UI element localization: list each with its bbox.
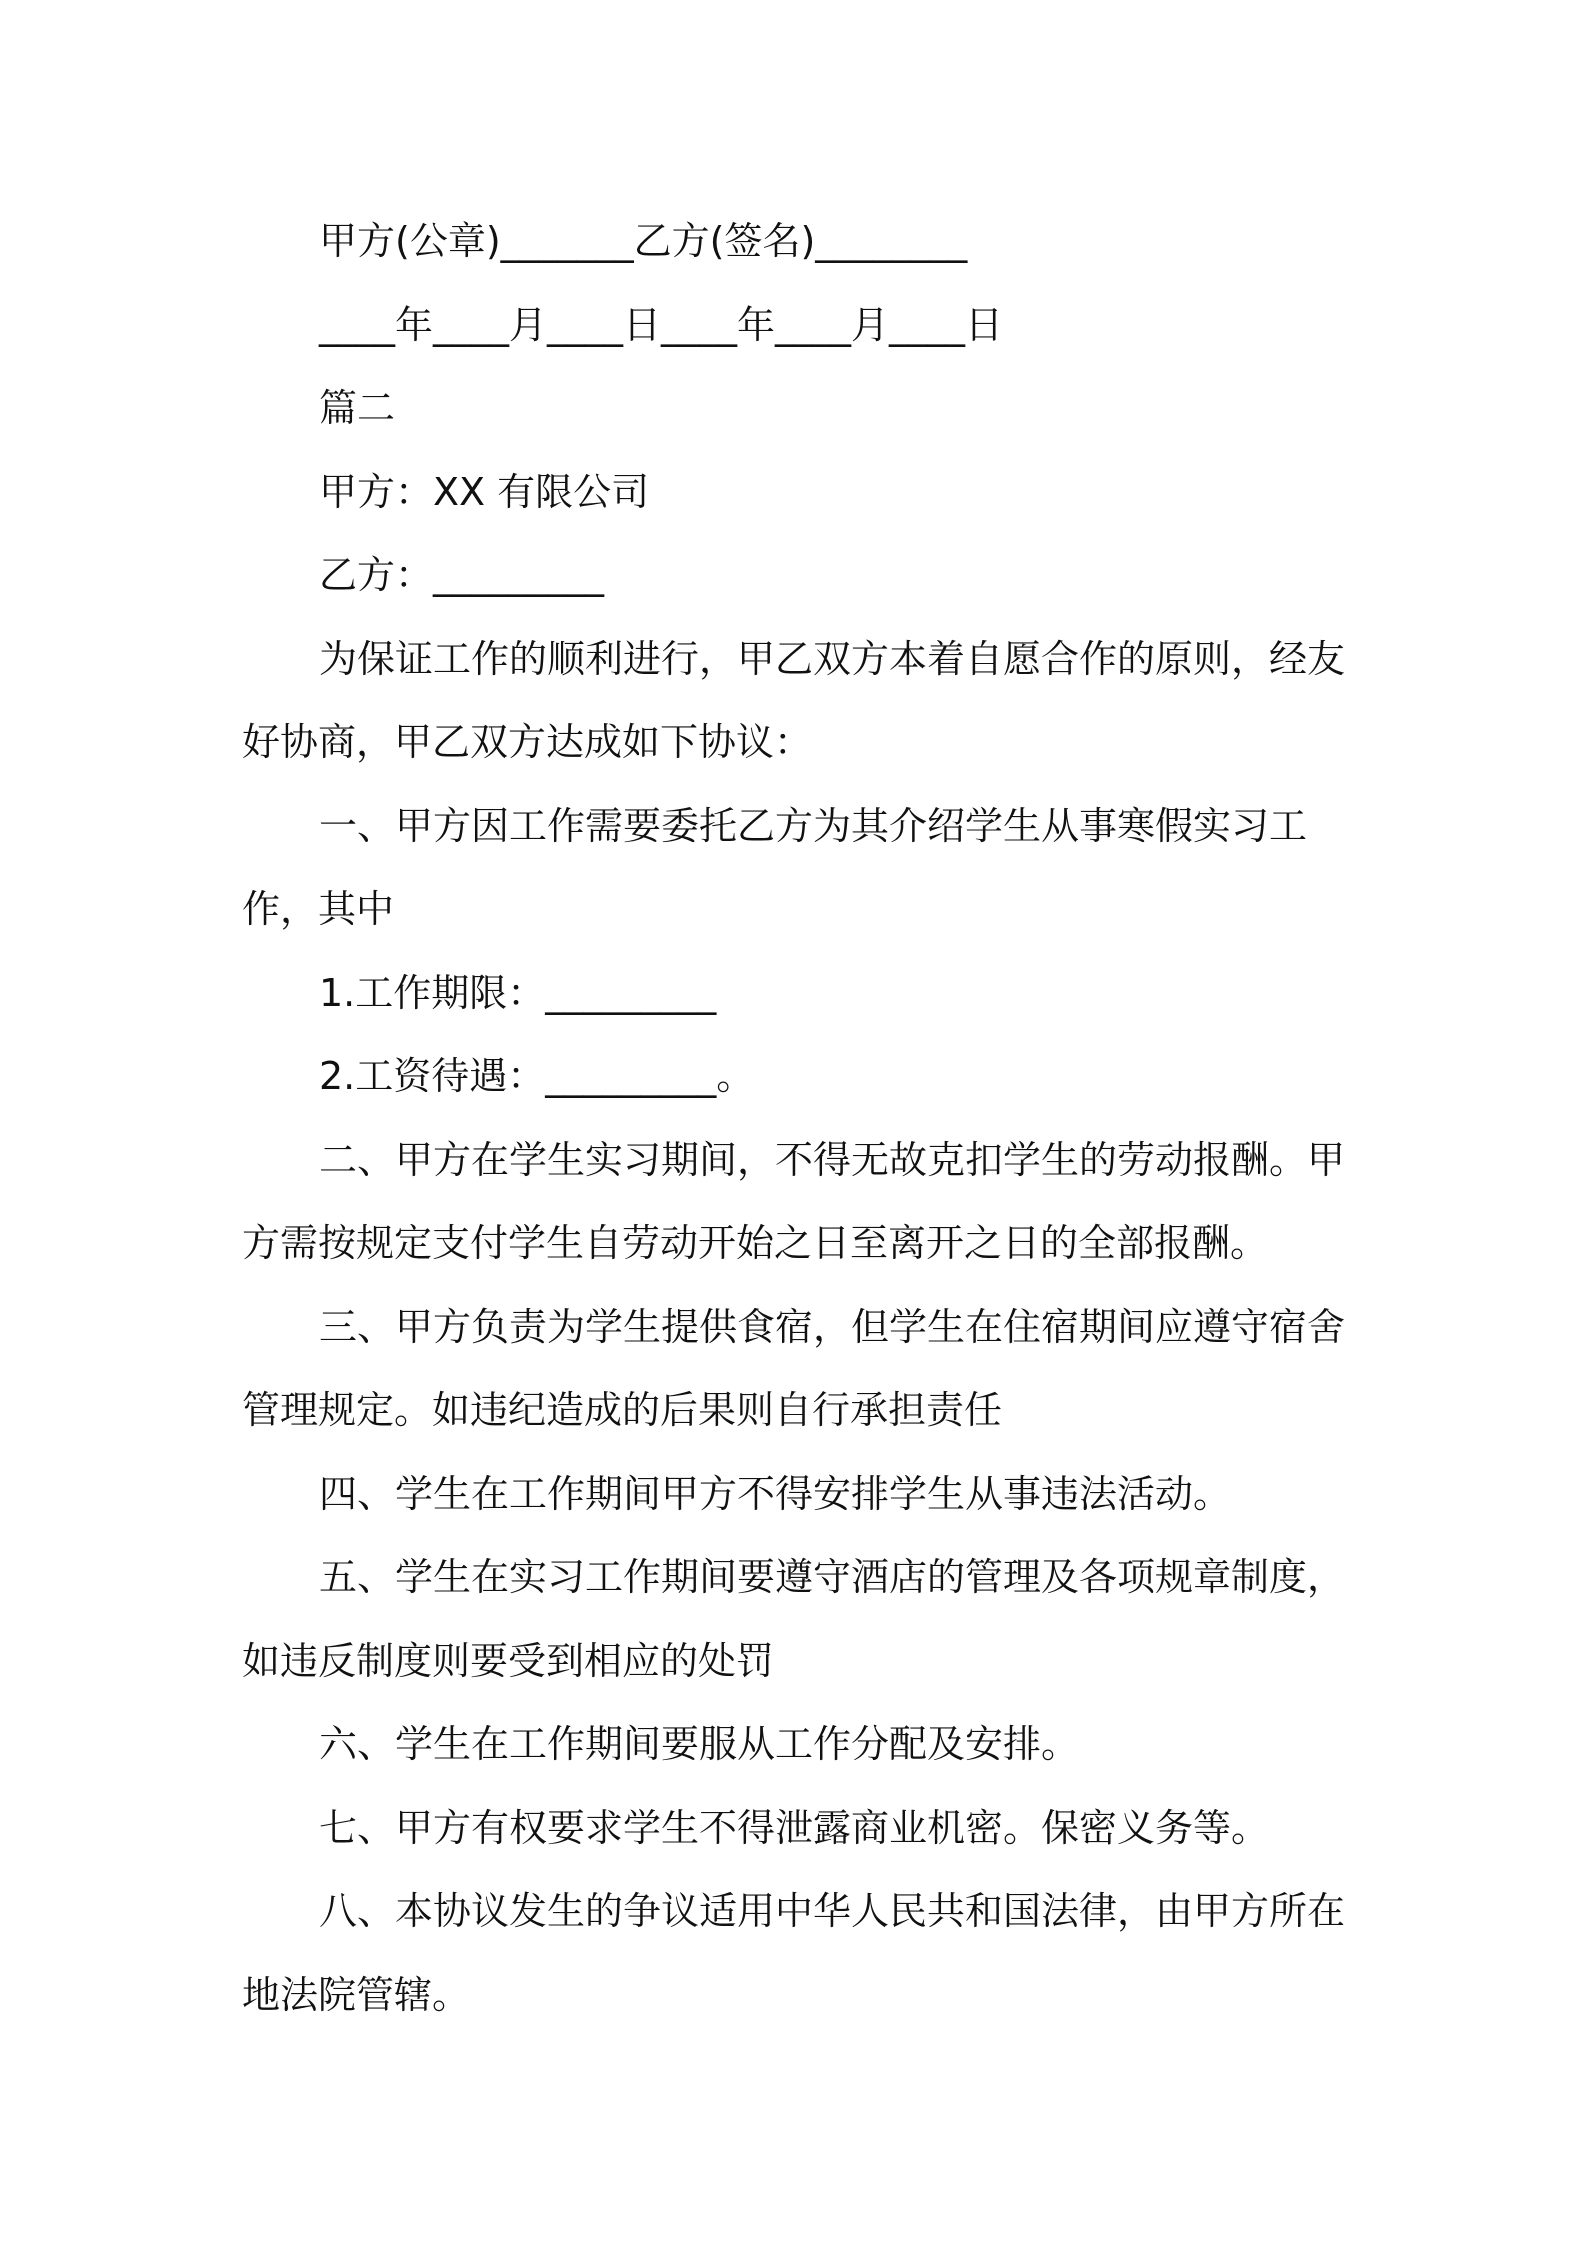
clause-8: 八、本协议发生的争议适用中华人民共和国法律，由甲方所在地法院管辖。	[242, 1889, 1346, 2017]
signature-line: 甲方(公章)_______乙方(签名)________	[319, 219, 968, 263]
clause-3: 三、甲方负责为学生提供食宿，但学生在住宿期间应遵守宿舍管理规定。如违纪造成的后果则自行承担责任	[242, 1304, 1346, 1432]
clause-7: 七、甲方有权要求学生不得泄露商业机密。保密义务等。	[319, 1805, 1270, 1850]
item-1-work-period: 1.工作期限：_________	[319, 970, 717, 1015]
clause-2: 二、甲方在学生实习期间，不得无故克扣学生的劳动报酬。甲方需按规定支付学生自劳动开始之日至离开之日的全部报酬。	[242, 1137, 1346, 1265]
party-a: 甲方：XX 有限公司	[319, 469, 650, 514]
item-2-salary: 2.工资待遇：_________。	[319, 1054, 755, 1098]
document-body	[242, 200, 1356, 2037]
clause-6: 六、学生在工作期间要服从工作分配及安排。	[319, 1722, 1080, 1766]
clause-1: 一、甲方因工作需要委托乙方为其介绍学生从事寒假实习工作，其中	[242, 803, 1308, 931]
intro-paragraph: 为保证工作的顺利进行，甲乙双方本着自愿合作的原则，经友好协商，甲乙双方达成如下协议：	[242, 636, 1346, 764]
clause-4: 四、学生在工作期间甲方不得安排学生从事违法活动。	[319, 1471, 1232, 1516]
section-title: 篇二	[319, 386, 396, 430]
party-b: 乙方：_________	[319, 553, 605, 597]
date-line: ____年____月____日____年____月____日	[319, 302, 1004, 347]
clause-5: 五、学生在实习工作期间要遵守酒店的管理及各项规章制度，如违反制度则要受到相应的处罚	[242, 1555, 1346, 1683]
